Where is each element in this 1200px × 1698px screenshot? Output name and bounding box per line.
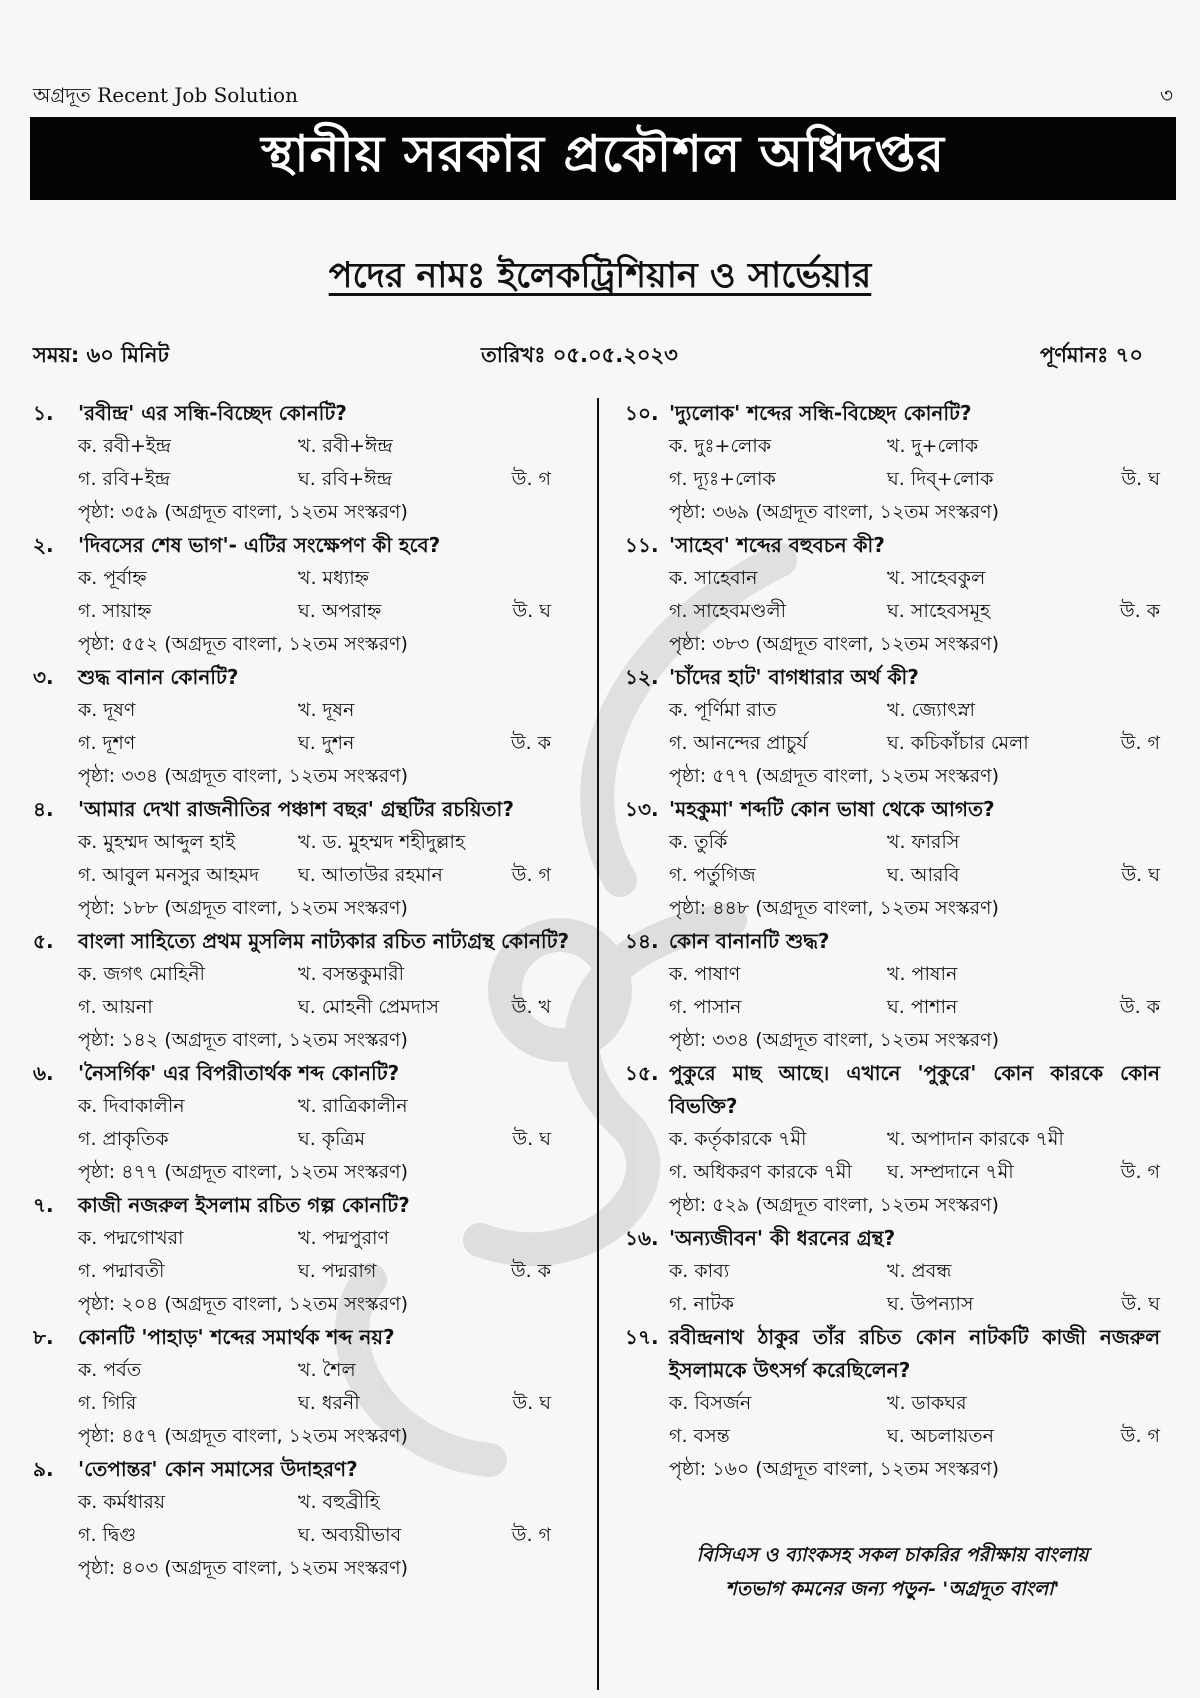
answer-label: উ. গ bbox=[1120, 1425, 1160, 1447]
question-item bbox=[625, 925, 1160, 1057]
question-item bbox=[33, 661, 573, 793]
options-row bbox=[33, 991, 573, 1024]
options-row bbox=[33, 694, 573, 727]
question-number: ৪. bbox=[33, 797, 54, 821]
option-a: ক. পাষাণ bbox=[669, 963, 741, 985]
option-b: খ. জ্যোৎস্না bbox=[887, 699, 975, 721]
question-number: ৫. bbox=[33, 929, 54, 953]
answer-label: উ. গ bbox=[511, 468, 551, 490]
question-line bbox=[33, 1189, 573, 1222]
answer-label: উ. ক bbox=[510, 1260, 551, 1282]
options-row bbox=[625, 1123, 1160, 1156]
options-row bbox=[33, 1090, 573, 1123]
question-item bbox=[33, 1321, 573, 1453]
option-a: ক. কর্তৃকারকে ৭মী bbox=[669, 1128, 807, 1150]
reference-line: পৃষ্ঠা: ৫৭৭ (অগ্রদূত বাংলা, ১২তম সংস্করণ) bbox=[669, 765, 999, 787]
option-a: ক. মুহম্মদ আব্দুল হাই bbox=[78, 831, 236, 853]
option-c: গ. দ্বিগু bbox=[78, 1524, 137, 1546]
reference-line: পৃষ্ঠা: ৫২৯ (অগ্রদূত বাংলা, ১২তম সংস্করণ) bbox=[669, 1194, 999, 1216]
answer-label: উ. গ bbox=[511, 864, 551, 886]
option-d: ঘ. রবি+ঈন্দ্র bbox=[298, 468, 392, 490]
options-row bbox=[33, 463, 573, 496]
reference-line: পৃষ্ঠা: ৩৬৯ (অগ্রদূত বাংলা, ১২তম সংস্করণ) bbox=[669, 501, 999, 523]
option-c: গ. আনন্দের প্রাচুর্য bbox=[669, 732, 808, 754]
option-c: গ. নাটক bbox=[669, 1293, 735, 1315]
option-a: ক. কাব্য bbox=[669, 1260, 730, 1282]
question-number: ১২. bbox=[625, 665, 659, 689]
page-number: ৩ bbox=[1159, 83, 1173, 107]
option-b: খ. রবী+ঈন্দ্র bbox=[298, 435, 393, 457]
options-row bbox=[625, 463, 1160, 496]
option-a: ক. পদ্মগোখরা bbox=[78, 1227, 184, 1249]
question-line bbox=[625, 1222, 1160, 1255]
question-text: 'মহকুমা' শব্দটি কোন ভাষা থেকে আগত? bbox=[669, 797, 995, 821]
answer-label: উ. ঘ bbox=[512, 1392, 551, 1414]
option-c: গ. পাসান bbox=[669, 996, 742, 1018]
question-number: ১০. bbox=[625, 401, 659, 425]
question-number: ১৭. bbox=[625, 1325, 659, 1349]
option-d: ঘ. অপরাহ্ন bbox=[298, 600, 382, 622]
question-line bbox=[625, 1321, 1160, 1387]
option-d: ঘ. সাহেবসমূহ bbox=[887, 600, 991, 622]
option-b: খ. শৈল bbox=[298, 1359, 356, 1381]
options-row bbox=[33, 958, 573, 991]
question-text: 'অন্যজীবন' কী ধরনের গ্রন্থ? bbox=[669, 1226, 896, 1250]
option-a: ক. দূষণ bbox=[78, 699, 136, 721]
options-row bbox=[33, 1486, 573, 1519]
answer-label: উ. ক bbox=[1119, 600, 1160, 622]
left-question-column bbox=[33, 397, 573, 1585]
question-text: কাজী নজরুল ইসলাম রচিত গল্প কোনটি? bbox=[78, 1193, 410, 1217]
option-a: ক. দুঃ+লোক bbox=[669, 435, 772, 457]
question-line bbox=[625, 397, 1160, 430]
reference-line: পৃষ্ঠা: ১৮৮ (অগ্রদূত বাংলা, ১২তম সংস্করণ) bbox=[78, 897, 408, 919]
question-text: শুদ্ধ বানান কোনটি? bbox=[78, 665, 239, 689]
option-a: ক. কর্মধারয় bbox=[78, 1491, 166, 1513]
question-number: ১৪. bbox=[625, 929, 659, 953]
options-row bbox=[33, 826, 573, 859]
question-item bbox=[625, 793, 1160, 925]
options-row bbox=[33, 1255, 573, 1288]
question-text: 'রবীন্দ্র' এর সন্ধি-বিচ্ছেদ কোনটি? bbox=[78, 401, 347, 425]
option-b: খ. মধ্যাহ্ন bbox=[298, 567, 369, 589]
question-line bbox=[33, 397, 573, 430]
question-item bbox=[33, 925, 573, 1057]
post-heading bbox=[0, 248, 1200, 307]
answer-label: উ. গ bbox=[511, 1524, 551, 1546]
option-c: গ. পর্তুগিজ bbox=[669, 864, 756, 886]
options-row bbox=[33, 430, 573, 463]
reference-line: পৃষ্ঠা: ৫৫২ (অগ্রদূত বাংলা, ১২তম সংস্করণ) bbox=[78, 633, 408, 655]
option-c: গ. প্রাকৃতিক bbox=[78, 1128, 169, 1150]
reference-line: পৃষ্ঠা: ৩৫৯ (অগ্রদূত বাংলা, ১২তম সংস্করণ) bbox=[78, 501, 408, 523]
reference-line: পৃষ্ঠা: ৪৭৭ (অগ্রদূত বাংলা, ১২তম সংস্করণ) bbox=[78, 1161, 408, 1183]
question-line bbox=[33, 793, 573, 826]
options-row bbox=[33, 1222, 573, 1255]
question-line bbox=[625, 793, 1160, 826]
option-d: ঘ. পদ্মরাগ bbox=[298, 1260, 377, 1282]
question-item bbox=[625, 1057, 1160, 1222]
option-d: ঘ. সম্প্রদানে ৭মী bbox=[887, 1161, 1014, 1183]
column-divider bbox=[597, 398, 599, 1690]
question-number: ৮. bbox=[33, 1325, 54, 1349]
option-d: ঘ. পাশান bbox=[887, 996, 958, 1018]
options-row bbox=[625, 1156, 1160, 1189]
option-a: ক. সাহেবান bbox=[669, 567, 758, 589]
answer-label: উ. খ bbox=[511, 996, 551, 1018]
question-number: ২. bbox=[33, 533, 54, 557]
option-a: ক. পূর্বাহ্ন bbox=[78, 567, 147, 589]
question-line bbox=[625, 661, 1160, 694]
option-d: ঘ. অব্যয়ীভাব bbox=[298, 1524, 402, 1546]
answer-label: উ. ঘ bbox=[1121, 1293, 1160, 1315]
option-a: ক. বিসর্জন bbox=[669, 1392, 752, 1414]
option-c: গ. আবুল মনসুর আহমদ bbox=[78, 864, 260, 886]
option-c: গ. সায়াহ্ন bbox=[78, 600, 152, 622]
reference-line: পৃষ্ঠা: ৪৫৭ (অগ্রদূত বাংলা, ১২তম সংস্করণ) bbox=[78, 1425, 408, 1447]
question-text: কোনটি 'পাহাড়' শব্দের সমার্থক শব্দ নয়? bbox=[78, 1325, 395, 1349]
question-number: ১৬. bbox=[625, 1226, 659, 1250]
reference-line: পৃষ্ঠা: ১৬০ (অগ্রদূত বাংলা, ১২তম সংস্করণ) bbox=[669, 1458, 999, 1480]
option-d: ঘ. আতাউর রহমান bbox=[298, 864, 443, 886]
question-line bbox=[625, 1057, 1160, 1123]
promo-line-2: শতভাগ কমনের জন্য পড়ুন- 'অগ্রদূত বাংলা' bbox=[725, 1578, 1060, 1600]
option-d: ঘ. মোহনী প্রেমদাস bbox=[298, 996, 439, 1018]
option-d: ঘ. আরবি bbox=[887, 864, 960, 886]
question-item bbox=[33, 1057, 573, 1189]
question-line bbox=[33, 1057, 573, 1090]
option-d: ঘ. দিব্+লোক bbox=[887, 468, 994, 490]
option-a: ক. রবী+ইন্দ্র bbox=[78, 435, 172, 457]
question-item bbox=[33, 397, 573, 529]
options-row bbox=[625, 1387, 1160, 1420]
option-c: গ. গিরি bbox=[78, 1392, 137, 1414]
option-c: গ. দূশণ bbox=[78, 732, 136, 754]
question-text: বাংলা সাহিত্যে প্রথম মুসলিম নাট্যকার রচিত নাট্যগ্রন্থ কোনটি? bbox=[78, 929, 570, 953]
option-a: ক. পর্বত bbox=[78, 1359, 142, 1381]
option-b: খ. অপাদান কারকে ৭মী bbox=[887, 1128, 1064, 1150]
option-b: খ. পদ্মপুরাণ bbox=[298, 1227, 390, 1249]
question-line bbox=[625, 925, 1160, 958]
question-number: ১১. bbox=[625, 533, 659, 557]
option-d: ঘ. অচলায়তন bbox=[887, 1425, 994, 1447]
option-c: গ. সাহেবমণ্ডলী bbox=[669, 600, 787, 622]
post-title: পদের নামঃ ইলেকট্রিশিয়ান ও সার্ভেয়ার bbox=[328, 256, 872, 296]
question-text: পুকুরে মাছ আছে। এখানে 'পুকুরে' কোন কারকে কোন বিভক্তি? bbox=[669, 1061, 1160, 1118]
answer-label: উ. গ bbox=[1120, 732, 1160, 754]
question-item bbox=[33, 529, 573, 661]
reference-line: পৃষ্ঠা: ২০৪ (অগ্রদূত বাংলা, ১২তম সংস্করণ) bbox=[78, 1293, 408, 1315]
question-item bbox=[625, 661, 1160, 793]
option-b: খ. ফারসি bbox=[887, 831, 960, 853]
reference-line: পৃষ্ঠা: ৩৩৪ (অগ্রদূত বাংলা, ১২তম সংস্করণ) bbox=[78, 765, 408, 787]
options-row bbox=[33, 595, 573, 628]
options-row bbox=[33, 1354, 573, 1387]
full-marks: পূর্ণমানঃ ৭০ bbox=[1039, 343, 1143, 367]
option-b: খ. দূষন bbox=[298, 699, 355, 721]
reference-line: পৃষ্ঠা: ৩৮৩ (অগ্রদূত বাংলা, ১২তম সংস্করণ) bbox=[669, 633, 999, 655]
organization-banner bbox=[30, 117, 1176, 200]
option-d: ঘ. দুশন bbox=[298, 732, 355, 754]
option-c: গ. দ্যূঃ+লোক bbox=[669, 468, 776, 490]
option-b: খ. দু+লোক bbox=[887, 435, 979, 457]
answer-label: উ. ঘ bbox=[512, 1128, 551, 1150]
option-a: ক. দিবাকালীন bbox=[78, 1095, 185, 1117]
options-row bbox=[625, 562, 1160, 595]
option-a: ক. জগৎ মোহিনী bbox=[78, 963, 205, 985]
question-item bbox=[625, 529, 1160, 661]
question-text: 'আমার দেখা রাজনীতির পঞ্চাশ বছর' গ্রন্থটির রচয়িতা? bbox=[78, 797, 514, 821]
promo-box bbox=[625, 1538, 1160, 1606]
option-b: খ. ডাকঘর bbox=[887, 1392, 967, 1414]
options-row bbox=[625, 1288, 1160, 1321]
question-number: ১৩. bbox=[625, 797, 659, 821]
options-row bbox=[625, 859, 1160, 892]
option-b: খ. প্রবন্ধ bbox=[887, 1260, 952, 1282]
option-b: খ. পাষান bbox=[887, 963, 958, 985]
question-item bbox=[33, 793, 573, 925]
options-row bbox=[33, 1123, 573, 1156]
question-text: 'চাঁদের হাট' বাগধারার অর্থ কী? bbox=[669, 665, 919, 689]
answer-label: উ. ঘ bbox=[512, 600, 551, 622]
question-number: ৯. bbox=[33, 1457, 54, 1481]
question-text: রবীন্দ্রনাথ ঠাকুর তাঁর রচিত কোন নাটকটি কাজী নজরুল ইসলামকে উৎসর্গ করেছিলেন? bbox=[669, 1325, 1160, 1382]
option-b: খ. বহুব্রীহি bbox=[298, 1491, 380, 1513]
reference-line: পৃষ্ঠা: ৩৩৪ (অগ্রদূত বাংলা, ১২তম সংস্করণ) bbox=[669, 1029, 999, 1051]
right-question-column bbox=[625, 397, 1160, 1486]
option-d: ঘ. ধরনী bbox=[298, 1392, 360, 1414]
question-number: ৭. bbox=[33, 1193, 54, 1217]
option-a: ক. পূর্ণিমা রাত bbox=[669, 699, 777, 721]
question-item bbox=[625, 397, 1160, 529]
options-row bbox=[33, 1519, 573, 1552]
exam-time: সময়: ৬০ মিনিট bbox=[33, 343, 169, 367]
options-row bbox=[625, 1420, 1160, 1453]
running-header bbox=[33, 81, 1173, 105]
question-text: 'দ্যুলোক' শব্দের সন্ধি-বিচ্ছেদ কোনটি? bbox=[669, 401, 972, 425]
options-row bbox=[33, 859, 573, 892]
question-number: ৬. bbox=[33, 1061, 54, 1085]
option-b: খ. রাত্রিকালীন bbox=[298, 1095, 408, 1117]
answer-label: উ. ঘ bbox=[1121, 468, 1160, 490]
question-text: 'দিবসের শেষ ভাগ'- এটির সংক্ষেপণ কী হবে? bbox=[78, 533, 441, 557]
option-b: খ. বসন্তকুমারী bbox=[298, 963, 405, 985]
options-row bbox=[33, 727, 573, 760]
options-row bbox=[625, 1255, 1160, 1288]
answer-label: উ. ঘ bbox=[1121, 864, 1160, 886]
promo-line-1: বিসিএস ও ব্যাংকসহ সকল চাকরির পরীক্ষায় বাংলায় bbox=[696, 1544, 1089, 1566]
organization-title: স্থানীয় সরকার প্রকৌশল অধিদপ্তর bbox=[261, 125, 945, 183]
question-line bbox=[625, 529, 1160, 562]
question-text: 'নৈসর্গিক' এর বিপরীতার্থক শব্দ কোনটি? bbox=[78, 1061, 400, 1085]
exam-meta bbox=[33, 339, 1143, 369]
question-item bbox=[625, 1222, 1160, 1321]
question-text: 'তেপান্তর' কোন সমাসের উদাহরণ? bbox=[78, 1457, 358, 1481]
question-line bbox=[33, 661, 573, 694]
options-row bbox=[625, 595, 1160, 628]
question-line bbox=[33, 925, 573, 958]
answer-label: উ. গ bbox=[1120, 1161, 1160, 1183]
option-d: ঘ. উপন্যাস bbox=[887, 1293, 974, 1315]
reference-line: পৃষ্ঠা: ৪০৩ (অগ্রদূত বাংলা, ১২তম সংস্করণ) bbox=[78, 1557, 408, 1579]
option-c: গ. পদ্মাবতী bbox=[78, 1260, 165, 1282]
answer-label: উ. ক bbox=[1119, 996, 1160, 1018]
question-text: কোন বানানটি শুদ্ধ? bbox=[669, 929, 830, 953]
question-item bbox=[33, 1189, 573, 1321]
question-line bbox=[33, 529, 573, 562]
question-number: ১. bbox=[33, 401, 54, 425]
options-row bbox=[625, 694, 1160, 727]
brand-text: অগ্রদূত Recent Job Solution bbox=[33, 83, 298, 107]
question-line bbox=[33, 1453, 573, 1486]
options-row bbox=[33, 562, 573, 595]
reference-line: পৃষ্ঠা: ১৪২ (অগ্রদূত বাংলা, ১২তম সংস্করণ) bbox=[78, 1029, 408, 1051]
option-c: গ. বসন্ত bbox=[669, 1425, 730, 1447]
question-number: ৩. bbox=[33, 665, 54, 689]
options-row bbox=[625, 958, 1160, 991]
reference-line: পৃষ্ঠা: ৪৪৮ (অগ্রদূত বাংলা, ১২তম সংস্করণ) bbox=[669, 897, 999, 919]
question-text: 'সাহেব' শব্দের বহুবচন কী? bbox=[669, 533, 885, 557]
options-row bbox=[625, 727, 1160, 760]
option-b: খ. ড. মুহম্মদ শহীদুল্লাহ bbox=[298, 831, 465, 853]
option-a: ক. তুর্কি bbox=[669, 831, 728, 853]
option-b: খ. সাহেবকুল bbox=[887, 567, 986, 589]
question-number: ১৫. bbox=[625, 1061, 659, 1085]
exam-date: তারিখঃ ০৫.০৫.২০২৩ bbox=[481, 343, 678, 367]
option-c: গ. রবি+ইন্দ্র bbox=[78, 468, 171, 490]
options-row bbox=[33, 1387, 573, 1420]
question-item bbox=[625, 1321, 1160, 1486]
options-row bbox=[625, 826, 1160, 859]
options-row bbox=[625, 430, 1160, 463]
options-row bbox=[625, 991, 1160, 1024]
question-item bbox=[33, 1453, 573, 1585]
option-c: গ. আয়না bbox=[78, 996, 153, 1018]
option-d: ঘ. কৃত্রিম bbox=[298, 1128, 366, 1150]
option-d: ঘ. কচিকাঁচার মেলা bbox=[887, 732, 1029, 754]
answer-label: উ. ক bbox=[510, 732, 551, 754]
question-line bbox=[33, 1321, 573, 1354]
option-c: গ. অধিকরণ কারকে ৭মী bbox=[669, 1161, 852, 1183]
